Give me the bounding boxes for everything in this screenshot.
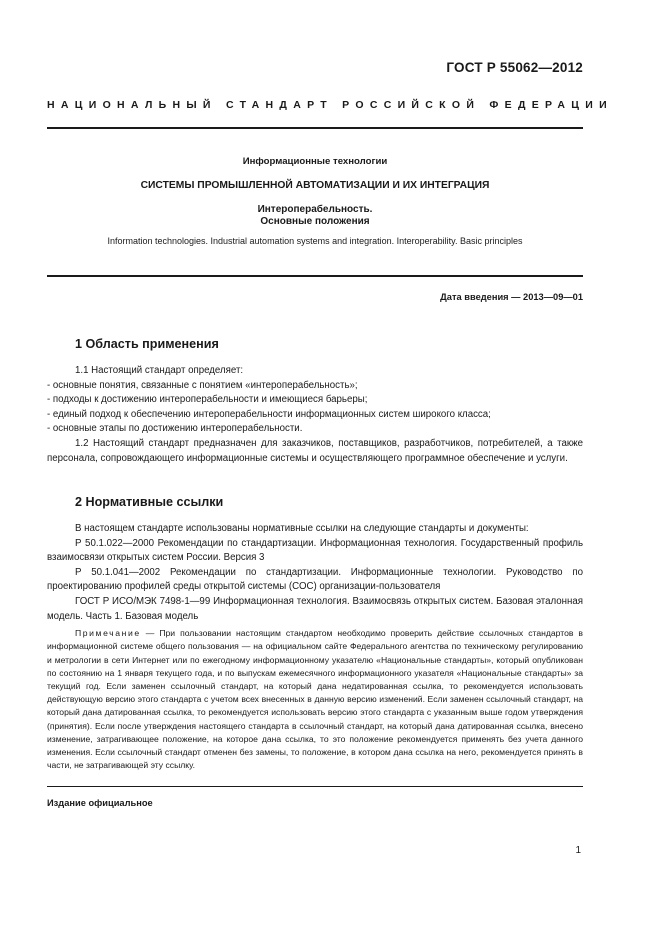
section-heading: 1 Область применения <box>75 337 219 351</box>
reference-item: Р 50.1.022—2000 Рекомендации по стандартизации. Информационная технология. Государственный профиль взаимосвязи открытых систем России. Версия 3 <box>47 537 583 564</box>
english-title: Information technologies. Industrial automation systems and integration. Interoperability. Basic principles <box>107 236 523 246</box>
national-standard-banner: НАЦИОНАЛЬНЫЙ СТАНДАРТ РОССИЙСКОЙ ФЕДЕРАЦИИ <box>47 99 613 111</box>
page-number: 1 <box>575 845 581 856</box>
title-interop-line1: Интероперабельность. <box>257 204 373 215</box>
title-info-tech: Информационные технологии <box>242 156 388 167</box>
section-heading: 2 Нормативные ссылки <box>75 495 224 509</box>
title-systems: СИСТЕМЫ ПРОМЫШЛЕННОЙ АВТОМАТИЗАЦИИ И ИХ ИНТЕГРАЦИЯ <box>140 180 490 191</box>
note-paragraph <box>47 627 583 772</box>
list-item: - основные понятия, связанные с понятием «интероперабельность»; <box>47 379 358 391</box>
list-item: - основные этапы по достижению интероперабельности. <box>47 423 303 435</box>
official-edition-label: Издание официальное <box>47 798 153 808</box>
note-label: Примечание <box>75 628 141 639</box>
list-item: - единый подход к обеспечению интероперабельности информационных систем широкого класса; <box>47 408 491 420</box>
standard-number: ГОСТ Р 55062—2012 <box>446 60 583 75</box>
reference-item: ГОСТ Р ИСО/МЭК 7498-1—99 Информационная технология. Взаимосвязь открытых систем. Базовая эталонная модель. Часть 1. Базовая модель <box>47 595 583 622</box>
section-scope <box>47 337 583 466</box>
title-interoperability <box>47 204 583 228</box>
title-divider <box>47 275 583 277</box>
reference-item: Р 50.1.041—2002 Рекомендации по стандартизации. Информационные технологии. Руководство по проектированию профилей среды открытой системы (СОС) организации-пользователя <box>47 566 583 593</box>
paragraph-1-2: 1.2 Настоящий стандарт предназначен для заказчиков, поставщиков, разработчиков, потребителей, а также персонала, сопровождающего информационные системы и осуществляющего программное обеспечение и услуги. <box>47 437 583 464</box>
title-interop-line2: Основные положения <box>260 216 370 227</box>
note-text: — При пользовании настоящим стандартом необходимо проверить действие ссылочных стандартов в информационной системе общего пользования — на официальном сайте Федерального агентства по техническому регулированию и метрологии в сети Интернет или по ежегодному информационному указателю «Национальные стандарты», который опубликован по состоянию на 1 января текущего года, и по выпускам ежемесячного информационного указателя «Национальные стандарты» за текущий год. Если заменен ссылочный стандарт, на который дана недатированная ссылка, то рекомендуется использовать действующую версию этого стандарта с учетом всех внесенных в данную версию изменений. Если заменен ссылочный стандарт, на который дана датированная ссылка, то рекомендуется использовать версию этого стандарта с указанным выше годом утверждения (принятия). Если после утверждения настоящего стандарта в ссылочный стандарт, на который дана датированная ссылка, внесено изменение, затрагивающее положение, на которое дана ссылка, то это положение рекомендуется применять без учета данного изменения. Если ссылочный стандарт отменен без замены, то положение, в котором дана ссылка на него, рекомендуется принять в части, не затрагивающей эту ссылку. <box>47 628 583 771</box>
footer-divider <box>47 786 583 787</box>
list-item: 1.1 Настоящий стандарт определяет: <box>75 365 244 376</box>
effective-date: Дата введения — 2013—09—01 <box>440 292 583 302</box>
top-divider <box>47 127 583 129</box>
refs-intro: В настоящем стандарте использованы нормативные ссылки на следующие стандарты и документы: <box>75 523 529 534</box>
list-item: - подходы к достижению интероперабельности и имеющиеся барьеры; <box>47 394 368 406</box>
section-normative-refs <box>47 495 583 772</box>
